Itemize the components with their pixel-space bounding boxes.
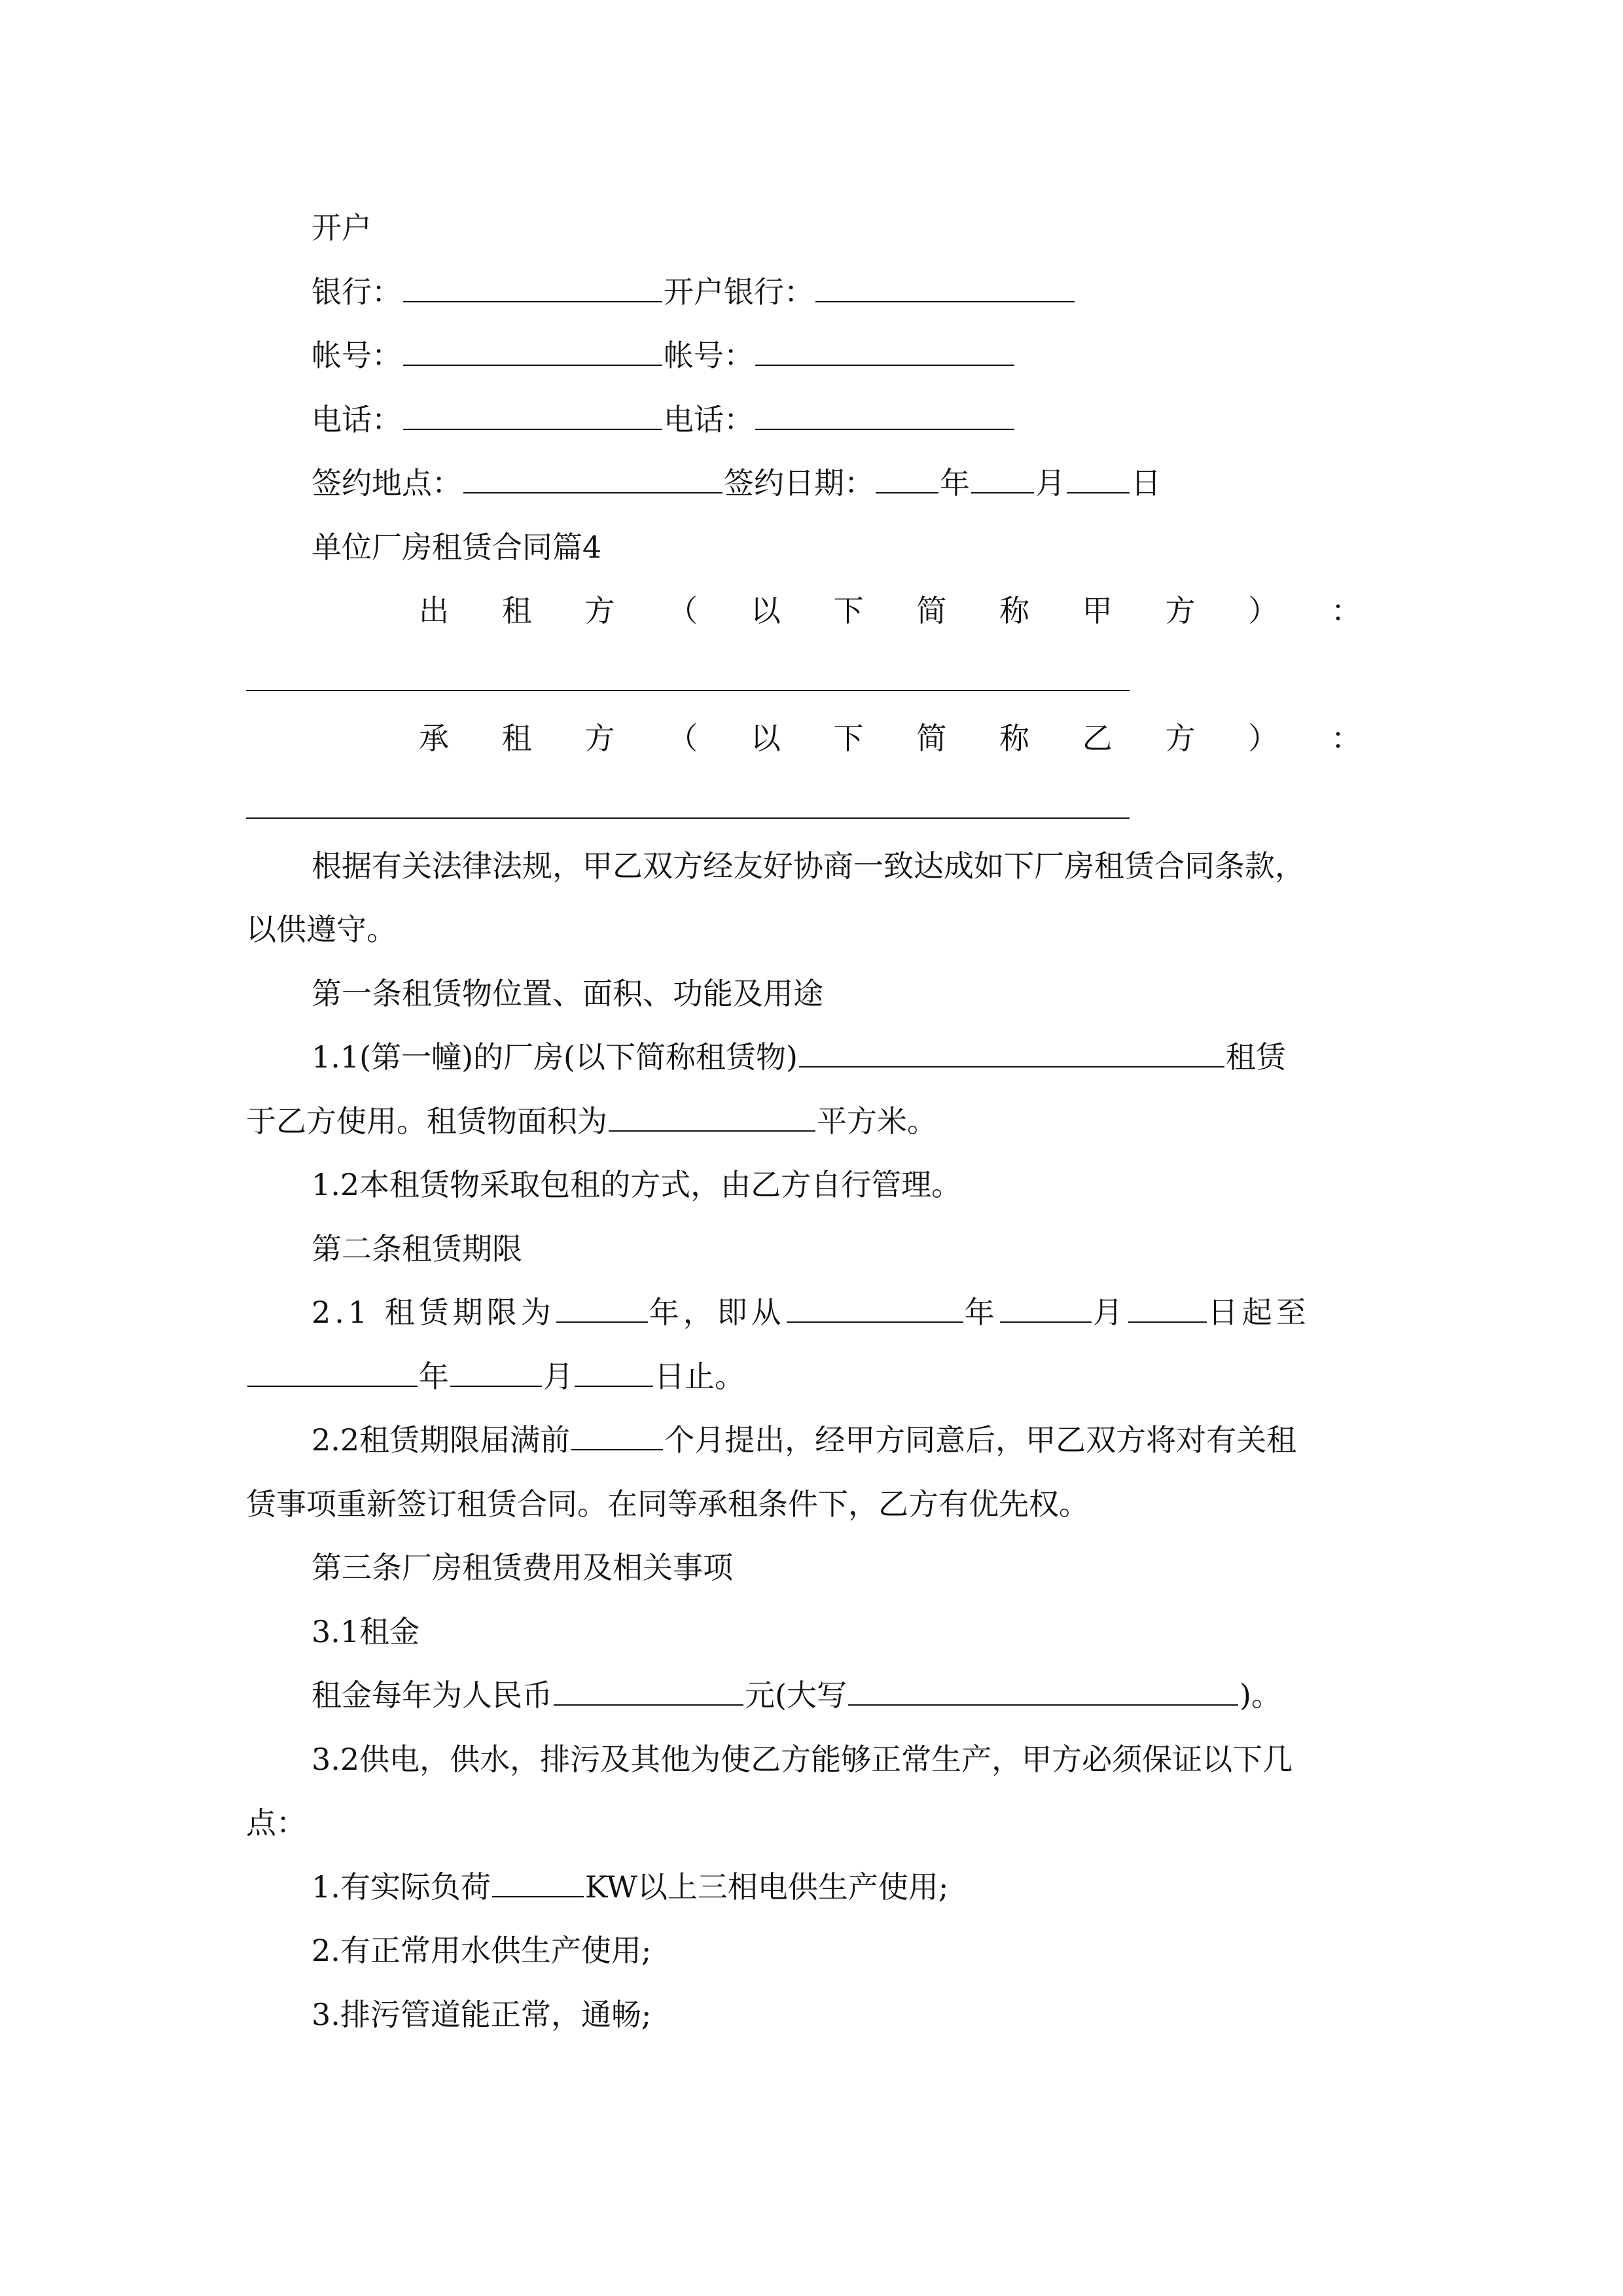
lessee-name-blank[interactable] <box>246 817 1130 819</box>
clause-1-1-line <box>312 1031 1286 1083</box>
account-label-2: 帐号： <box>664 338 754 373</box>
sign-month-blank[interactable] <box>971 458 1034 493</box>
account-blank[interactable] <box>403 331 662 366</box>
area-blank[interactable] <box>609 1096 815 1132</box>
item-1-text-a: 1.有实际负荷 <box>312 1869 491 1905</box>
item-3-text: 3.排污管道能正常，通畅; <box>312 1997 652 2032</box>
preamble-line-2 <box>246 903 397 956</box>
rent-amount-blank[interactable] <box>554 1670 743 1706</box>
lessee-char: 方 <box>1165 721 1196 756</box>
lessee-char: 以 <box>750 721 781 756</box>
clause-1-1-text-a: 1.1(第一幢)的厂房(以下简称租赁物) <box>312 1039 798 1075</box>
phone-line <box>312 393 1016 446</box>
lessee-char: 承 <box>419 721 449 756</box>
item-1-line <box>312 1861 948 1913</box>
lessor-char: 出 <box>419 593 449 628</box>
sign-month-label: 月 <box>1035 465 1065 501</box>
premises-location-blank[interactable] <box>799 1032 1224 1067</box>
sign-year-label: 年 <box>940 465 970 501</box>
lessor-char: 下 <box>833 593 864 628</box>
bank-blank-2[interactable] <box>815 267 1075 302</box>
lessor-char: 甲 <box>1082 593 1113 628</box>
account-label: 帐号： <box>312 338 402 373</box>
clause-1-1-text-c: 于乙方使用。租赁物面积为 <box>246 1103 607 1139</box>
clause-2-2-line-2 <box>246 1478 1089 1530</box>
sign-day-blank[interactable] <box>1067 458 1130 493</box>
account-blank-2[interactable] <box>755 331 1014 366</box>
preamble-text-1: 根据有关法律法规，甲乙双方经友好协商一致达成如下厂房租赁合同条款， <box>312 848 1305 884</box>
bank-blank[interactable] <box>403 267 662 302</box>
rent-line <box>312 1669 1281 1721</box>
clause-2-2-line <box>312 1414 1296 1466</box>
rent-words-blank[interactable] <box>848 1670 1238 1706</box>
end-year-blank[interactable] <box>247 1352 418 1387</box>
end-month-blank[interactable] <box>450 1352 542 1387</box>
bank-line <box>312 266 1076 318</box>
article-3-title-text: 第三条厂房租赁费用及相关事项 <box>312 1550 733 1585</box>
clause-3-1-text: 3.1租金 <box>312 1614 420 1649</box>
clause-3-2-line <box>312 1733 1293 1785</box>
lessor-name-blank[interactable] <box>246 690 1130 691</box>
item-2-text: 2.有正常用水供生产使用; <box>312 1933 652 1968</box>
lessor-char: 租 <box>501 593 532 628</box>
heading-text: 单位厂房租赁合同篇4 <box>312 529 602 565</box>
lessee-char: 乙 <box>1082 721 1113 756</box>
clause-2-1-text-f: 年 <box>419 1359 449 1394</box>
rent-text-a: 租金每年为人民币 <box>312 1677 552 1713</box>
item-2-line <box>312 1924 651 1977</box>
lessee-char: ： <box>1330 721 1361 756</box>
preamble-text-2: 以供遵守。 <box>246 912 397 947</box>
lessor-line <box>419 584 1361 637</box>
lessee-char: ） <box>1248 721 1279 756</box>
phone-label: 电话： <box>312 402 402 437</box>
lessor-char: 方 <box>584 593 615 628</box>
clause-1-1-text-b: 租赁 <box>1225 1039 1286 1075</box>
clause-2-1-line <box>312 1286 1310 1338</box>
item-3-line <box>312 1988 651 2041</box>
article-3-title <box>312 1541 733 1594</box>
article-1-title <box>312 967 823 1020</box>
clause-3-2-line-2 <box>246 1797 306 1849</box>
article-2-title <box>312 1223 522 1275</box>
clause-2-2-text-c: 赁事项重新签订租赁合同。在同等承租条件下，乙方有优先权。 <box>246 1486 1089 1522</box>
account-line <box>312 329 1016 382</box>
section-heading <box>312 521 601 573</box>
start-year-blank[interactable] <box>787 1287 963 1323</box>
sign-day-label: 日 <box>1131 465 1161 501</box>
article-1-title-text: 第一条租赁物位置、面积、功能及用途 <box>312 976 823 1011</box>
lessee-char: 简 <box>916 721 947 756</box>
clause-1-2-line <box>312 1158 961 1211</box>
clause-1-2-text: 1.2本租赁物采取包租的方式，由乙方自行管理。 <box>312 1167 962 1202</box>
clause-1-1-text-d: 平方米。 <box>817 1103 937 1139</box>
lessor-char: 简 <box>916 593 947 628</box>
lessor-char: 方 <box>1165 593 1196 628</box>
clause-2-1-text-g: 月 <box>543 1359 573 1394</box>
sign-place-label: 签约地点： <box>312 465 462 501</box>
lessor-char: ： <box>1330 593 1361 628</box>
sign-year-blank[interactable] <box>876 458 938 493</box>
preamble-line-1 <box>312 840 1305 892</box>
start-day-blank[interactable] <box>1128 1287 1207 1323</box>
sign-place-blank[interactable] <box>463 458 722 493</box>
clause-2-2-text-a: 2.2租赁期限届满前 <box>312 1422 571 1458</box>
phone-label-2: 电话： <box>664 402 754 437</box>
clause-2-1-text-d: 月 <box>1092 1295 1127 1330</box>
notice-months-blank[interactable] <box>571 1415 663 1450</box>
term-years-blank[interactable] <box>556 1287 648 1323</box>
lessor-char: （ <box>668 593 698 628</box>
clause-3-1-line <box>312 1605 419 1658</box>
phone-blank[interactable] <box>403 395 662 430</box>
lessor-char: ） <box>1248 593 1279 628</box>
lessor-char: 以 <box>750 593 781 628</box>
clause-2-1-line-2 <box>246 1350 745 1403</box>
lessee-line <box>419 712 1361 764</box>
article-2-title-text: 第二条租赁期限 <box>312 1231 522 1266</box>
sign-date-label: 签约日期： <box>724 465 874 501</box>
phone-blank-2[interactable] <box>755 395 1014 430</box>
open-account-line <box>312 202 372 254</box>
lessee-char: 租 <box>501 721 532 756</box>
clause-2-1-text-b: 年，即从 <box>649 1295 785 1330</box>
clause-3-2-text-b: 点： <box>246 1805 306 1840</box>
clause-1-1-line-2 <box>246 1095 937 1147</box>
bank-label: 银行： <box>312 274 402 310</box>
clause-2-1-text-e: 日起至 <box>1207 1295 1310 1330</box>
clause-2-1-text-a: 2.1 租赁期限为 <box>312 1295 555 1330</box>
lessee-char: （ <box>668 721 698 756</box>
rent-text-c: )。 <box>1239 1677 1281 1713</box>
clause-2-1-text-c: 年 <box>964 1295 999 1330</box>
start-month-blank[interactable] <box>1000 1287 1092 1323</box>
sign-line <box>312 457 1161 509</box>
clause-3-2-text-a: 3.2供电，供水，排污及其他为使乙方能够正常生产，甲方必须保证以下几 <box>312 1742 1293 1777</box>
rent-text-b: 元(大写 <box>745 1677 847 1713</box>
item-1-text-b: KW以上三相电供生产使用; <box>584 1869 949 1905</box>
lessee-char: 下 <box>833 721 864 756</box>
bank-label-2: 开户银行： <box>664 274 814 310</box>
end-day-blank[interactable] <box>575 1352 653 1387</box>
clause-2-2-text-b: 个月提出，经甲方同意后，甲乙双方将对有关租 <box>664 1422 1297 1458</box>
lessee-char: 称 <box>999 721 1030 756</box>
clause-2-1-text-h: 日止。 <box>654 1359 745 1394</box>
lessor-char: 称 <box>999 593 1030 628</box>
open-account-label: 开户 <box>312 210 372 245</box>
load-kw-blank[interactable] <box>492 1862 584 1897</box>
lessee-char: 方 <box>584 721 615 756</box>
